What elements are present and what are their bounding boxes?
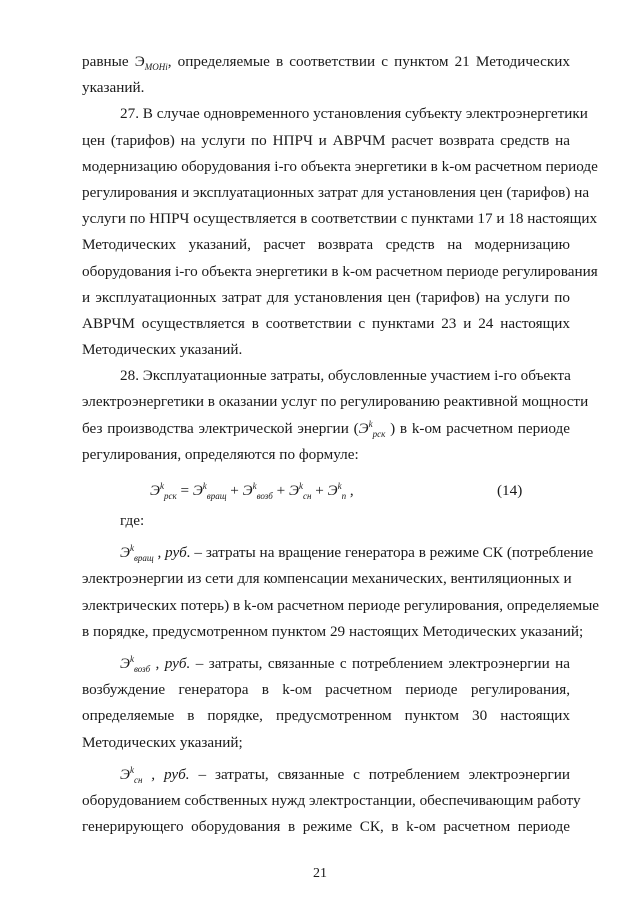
text-line: и эксплуатационных затрат для установления цен (тарифов) на услуги по: [82, 288, 570, 306]
text-line: услуги по НПРЧ осуществляется в соответствии с пунктами 17 и 18 настоящих: [82, 210, 598, 228]
text-line: генерирующего оборудования в режиме СК, в k-ом расчетном периоде: [82, 818, 570, 836]
paragraph-28-first-line: 28. Эксплуатационные затраты, обусловленные участием i-го объекта: [120, 367, 571, 385]
page-number: 21: [313, 866, 327, 881]
body-text-upper: [82, 49, 598, 468]
subscript: МОНi: [144, 62, 168, 73]
definition-vozb-first-line: $Э^k_{возб}$ , руб. – затраты, связанные с потреблением электроэнергии на: [120, 653, 570, 674]
text-line: электрических потерь) в k-ом расчетном периоде регулирования, определяемые: [82, 596, 600, 614]
text-line: регулирования и эксплуатационных затрат для установления цен (тарифов) на: [82, 183, 590, 201]
where-label: где:: [120, 512, 145, 529]
text-line: возбуждение генератора в k-ом расчетном периоде регулирования,: [82, 681, 570, 699]
text-line: Методических указаний;: [82, 733, 243, 751]
definition-sn-first-line: $Э^k_{сн}$ , руб. – затраты, связанные с потреблением электроэнергии: [120, 764, 570, 785]
definition-vrash-first-line: $Э^k_{вращ}$ , руб. – затраты на вращение генератора в режиме СК (потребление: [120, 543, 594, 564]
text-line: в порядке, предусмотренном пунктом 29 настоящих Методических указаний;: [82, 622, 584, 640]
text-line: Методических указаний.: [82, 341, 243, 359]
text-line: электроэнергетики в оказании услуг по регулированию реактивной мощности: [82, 393, 589, 411]
formula-14: $Э^k_{рск} = Э^k_{вращ} + Э^k_{возб} + Э^k_{сн} + Э^k_п$ ,: [150, 480, 354, 502]
text-line: Методических указаний, расчет возврата средств на модернизацию: [82, 236, 570, 254]
text-line: без производства электрической энергии ($Э^k_{рск}$ ) в k-ом расчетном периоде: [82, 418, 570, 439]
paragraph-27-first-line: 27. В случае одновременного установления субъекту электроэнергетики: [120, 105, 588, 123]
text-line: определяемые в порядке, предусмотренном пунктом 30 настоящих: [82, 707, 570, 725]
text-line: электроэнергии из сети для компенсации механических, вентиляционных и: [82, 570, 572, 588]
definition-symbol: $Э^k_{вращ}$: [120, 543, 154, 564]
text-line: цен (тарифов) на услуги по НПРЧ и АВРЧМ расчет возврата средств на: [82, 131, 570, 149]
text-line: указаний.: [82, 79, 145, 97]
formula-number: (14): [497, 482, 523, 499]
text-line: АВРЧМ осуществляется в соответствии с пунктами 23 и 24 настоящих: [82, 314, 570, 332]
definition-symbol: $Э^k_{возб}$: [120, 653, 151, 674]
text-line: оборудования i-го объекта энергетики в k-ом расчетном периоде регулирования: [82, 262, 598, 280]
body-text-definitions: [82, 508, 600, 840]
text-line: регулирования, определяются по формуле:: [82, 445, 359, 463]
text-line: равные $Э_{МОНi}$, определяемые в соответствии с пунктом 21 Методических: [82, 53, 570, 73]
text-line: модернизацию оборудования i-го объекта энергетики в k-ом расчетном периоде: [82, 157, 598, 175]
definition-symbol: $Э^k_{сн}$: [120, 764, 143, 785]
inline-formula-symbol: $Э^k_{рск}$: [358, 418, 386, 439]
text-line: оборудованием собственных нужд электростанции, обеспечивающим работу: [82, 791, 581, 809]
